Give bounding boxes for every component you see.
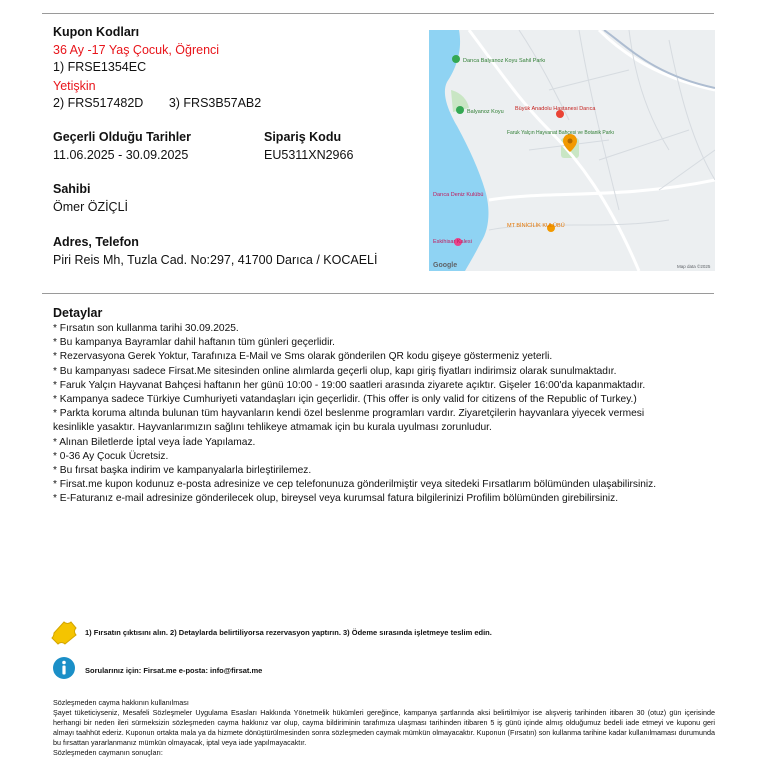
validity-label: Geçerli Olduğu Tarihler — [53, 130, 191, 144]
map-label-castle: Eskihisar Kalesi — [433, 239, 472, 245]
details-item: * Alınan Biletlerde İptal veya İade Yapılamaz. — [53, 436, 256, 448]
map-label-zoo: Faruk Yalçın Hayvanat Bahçesi ve Botanik Parkı — [507, 130, 615, 136]
adult-code-2: 3) FRS3B57AB2 — [168, 96, 262, 110]
owner-block — [53, 181, 128, 216]
map-label-sea-club: Darıca Deniz Kulübü — [433, 192, 484, 198]
adult-code-1: 2) FRS517482D — [53, 96, 144, 110]
details-item: * Bu kampanyası sadece Firsat.Me sitesinden online alımlarda geçerli olup, kapı giriş fiyatları indirimsiz olarak sunulmaktadır. — [53, 365, 617, 377]
legal-title: Sözleşmeden cayma hakkının kullanılması — [53, 698, 189, 707]
coupon-info — [53, 24, 423, 267]
park-marker-icon — [452, 55, 460, 63]
details-item: * Bu fırsat başka indirim ve kampanyalarla birleştirilemez. — [53, 465, 312, 477]
map-attribution: Map data ©2025 — [677, 264, 711, 269]
legal-section — [53, 698, 715, 758]
top-divider — [42, 13, 714, 14]
details-title: Detaylar — [53, 306, 103, 320]
ticket-icon — [50, 619, 78, 645]
details-item: * Bu kampanya Bayramlar dahil haftanın tüm günleri geçerlidir. — [53, 337, 336, 349]
details-item: * Kampanya sadece Türkiye Cumhuriyeti vatandaşları için geçerlidir. (This offer is only valid for citizens of the Republic of Turkey.) — [53, 394, 637, 406]
details-item: * Fırsatın son kullanma tarihi 30.09.2025. — [53, 323, 239, 334]
beach-marker-icon — [456, 106, 464, 114]
usage-steps — [50, 619, 720, 645]
child-label: 36 Ay -17 Yaş Çocuk, Öğrenci — [53, 43, 220, 57]
address-block — [53, 234, 377, 269]
details-item: * Firsat.me kupon kodunuz e-posta adresinize ve cep telefonunuza gönderilmiştir veya sitedeki Fırsatlarım bölümünden ulaşabilirsiniz. — [53, 479, 657, 491]
order-block — [264, 129, 353, 164]
validity-block — [53, 129, 191, 164]
order-label: Sipariş Kodu — [264, 130, 342, 144]
address-value: Piri Reis Mh, Tuzla Cad. No:297, 41700 Darıca / KOCAELİ — [53, 253, 378, 267]
coupon-title: Kupon Kodları — [53, 25, 140, 39]
owner-value: Ömer ÖZİÇLİ — [53, 200, 129, 214]
details-item: * Faruk Yalçın Hayvanat Bahçesi haftanın her günü 10:00 - 19:00 saatleri arasında ziyarete açıktır. Gişeler 16:00'da kapanmaktadır. — [53, 379, 646, 391]
legal-body: Şayet tüketiciyseniz, Mesafeli Sözleşmeler Uygulama Esasları Hakkında Yönetmelik hükümleri gereğince, kampanya şartlarında aksi belirtilmiyor ise alışveriş tarihinden itibaren 30 (otuz) gün içerisinde herhangi bir neden ileri sürmeksizin sözleşmeden cayma hakkınız var olup, cayma bildiriminin tarafımıza ulaşması tarihinden itibaren 5 iş günü içinde almış olduğumuz bedeli iade etmeyi ve kuponu geri almayı taahhüt ederiz. Kuponun ortakta mala ya da hizmete dönüştürülmesinden sonra sözleşmeden caymak mümkün olmayacaktır. Kuponun (Fırsatın) son kullanma tarihine kadar kullanılmaması durumunda bu fırsattan yararlanmanız mümkün olmayacak, iptal veya iade yapılmayacaktır. — [53, 708, 715, 747]
order-value: EU5311XN2966 — [264, 148, 354, 162]
adult-label: Yetişkin — [53, 79, 96, 93]
legal-title-2: Sözleşmeden caymanın sonuçları: — [53, 748, 163, 757]
google-logo: Google — [433, 262, 458, 269]
map-graphic — [429, 30, 715, 271]
map-label-beach: Balyanoz Koyu — [467, 109, 504, 115]
validity-value: 11.06.2025 - 30.09.2025 — [53, 148, 189, 162]
details-item: kesinlikle yasaktır. Hayvanlarımızın sağlını tehlikeye atmamak için bu kurala uyulması zorunludur. — [53, 422, 492, 434]
details-item: * 0-36 Ay Çocuk Ücretsiz. — [53, 450, 169, 462]
contact-text: Sorularınız için: Firsat.me e-posta: info@firsat.me — [85, 666, 263, 675]
owner-label: Sahibi — [53, 182, 91, 196]
info-icon — [52, 656, 76, 680]
map-label-hospital: Büyük Anadolu Hastanesi Darıca — [515, 106, 596, 112]
location-map[interactable] — [429, 30, 715, 271]
details-list — [53, 322, 718, 507]
map-label-riding-club: MT BİNİCİLİK KULÜBÜ — [507, 223, 565, 229]
middle-divider — [42, 293, 714, 294]
child-code: 1) FRSE1354EC — [53, 60, 147, 74]
address-label: Adres, Telefon — [53, 235, 139, 249]
map-label-park: Darıca Balyanoz Koyu Sahil Parkı — [463, 58, 546, 64]
details-section — [53, 305, 718, 507]
adult-codes — [53, 95, 423, 112]
steps-text: 1) Fırsatın çıktısını alın. 2) Detaylarda belirtiliyorsa rezervasyon yaptırın. 3) Ödeme sırasında işletmeye teslim edin. — [85, 628, 492, 637]
details-item: * Rezervasyona Gerek Yoktur, Tarafınıza E-Mail ve Sms olarak gönderilen QR kodu gişeye göstermeniz yeterli. — [53, 351, 553, 363]
details-item: * Parkta koruma altında bulunan tüm hayvanların kendi özel beslenme programları vardır. Ziyaretçilerin hayvanlara yiyecek vermesi — [53, 408, 645, 420]
contact-info — [50, 656, 720, 682]
details-item: * E-Faturanız e-mail adresinize gönderilecek olup, bireysel veya kurumsal fatura bilgilerinizi Profilim bölümünden girebilirsiniz. — [53, 493, 619, 505]
